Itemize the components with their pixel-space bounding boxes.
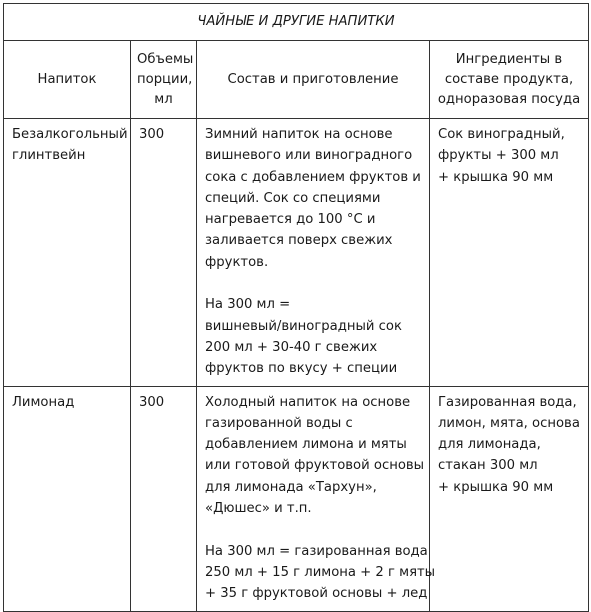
table-row	[4, 119, 589, 387]
ingredients-cell: Сок виноградный, фрукты + 300 мл + крышка 90 мм	[430, 119, 589, 387]
paragraph-gap	[205, 519, 423, 540]
header-row	[4, 41, 589, 119]
ingredients-cell: Газированная вода, лимон, мята, основа для лимонада, стакан 300 мл + крышка 90 мм	[430, 386, 589, 611]
drinks-table	[3, 3, 589, 612]
composition-cell: Холодный напиток на основе газированной воды с добавлением лимона и мяты или готовой фруктовой основы для лимонада «Тархун», «Дюшес» и т.п. На 300 мл = газированная вода 250 мл + 15 г лимона + 2 г мяты + 35 г фруктовой основы + лед	[197, 386, 430, 611]
composition-cell: Зимний напиток на основе вишневого или виноградного сока с добавлением фруктов и специй. Сок со специями нагревается до 100 °С и заливается поверх свежих фруктов. На 300 мл = вишневый/виноградный сок 200 мл + 30-40 г свежих фруктов по вкусу + специи	[197, 119, 430, 387]
paragraph-gap	[205, 273, 423, 294]
volume-cell: 300	[131, 119, 197, 387]
drink-name-cell: Безалкогольный глинтвейн	[4, 119, 131, 387]
header-drink: Напиток	[4, 41, 131, 119]
header-composition: Состав и приготовление	[197, 41, 430, 119]
table-row	[4, 386, 589, 611]
header-volume: Объемы порции, мл	[131, 41, 197, 119]
table-title-row	[4, 4, 589, 41]
table-title: ЧАЙНЫЕ И ДРУГИЕ НАПИТКИ	[4, 4, 589, 41]
volume-cell: 300	[131, 386, 197, 611]
drink-name-cell: Лимонад	[4, 386, 131, 611]
header-ingredients: Ингредиенты в составе продукта, одноразовая посуда	[430, 41, 589, 119]
